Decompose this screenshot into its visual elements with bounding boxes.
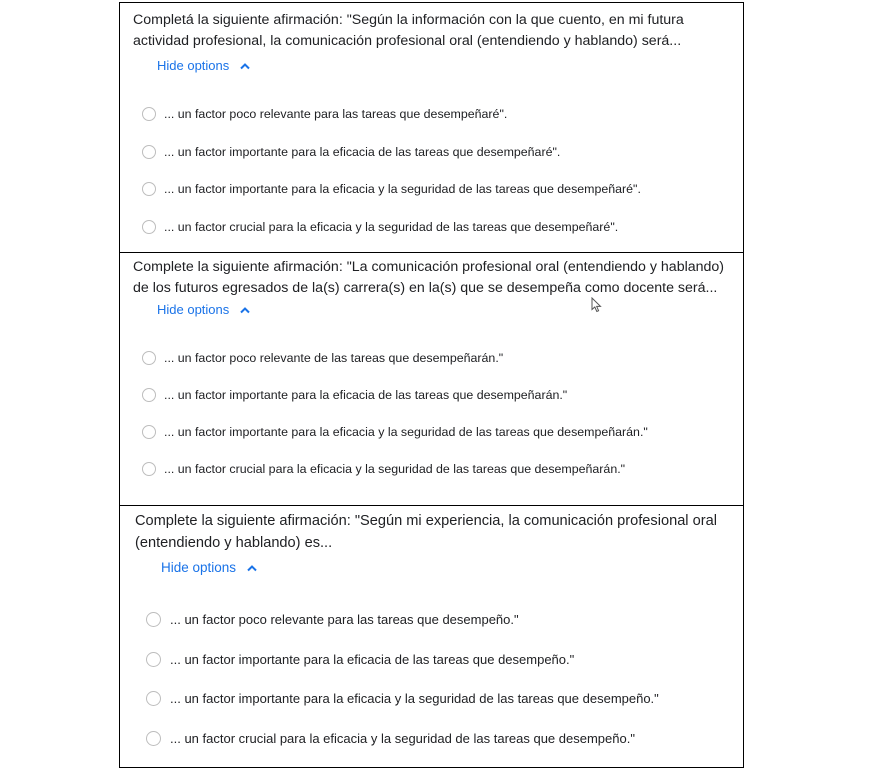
radio-button[interactable] [142, 145, 156, 159]
hide-options-label: Hide options [157, 302, 230, 317]
radio-button[interactable] [146, 731, 161, 746]
chevron-up-icon [239, 61, 251, 71]
hide-options-label: Hide options [161, 560, 237, 575]
hide-options-button[interactable] [157, 58, 251, 73]
option-label: ... un factor importante para la eficacia y la seguridad de las tareas que desempeñaré". [164, 182, 641, 196]
hide-options-button[interactable] [161, 560, 258, 575]
option-label: ... un factor crucial para la eficacia y la seguridad de las tareas que desempeñarán." [164, 462, 626, 476]
option-label: ... un factor importante para la eficacia de las tareas que desempeñaré". [164, 145, 561, 159]
radio-option[interactable] [146, 652, 574, 667]
question-card-1 [120, 3, 743, 252]
option-label: ... un factor crucial para la eficacia y la seguridad de las tareas que desempeñaré". [164, 220, 619, 234]
radio-button[interactable] [146, 652, 161, 667]
chevron-up-icon [246, 563, 258, 573]
radio-option[interactable] [142, 462, 625, 476]
option-label: ... un factor poco relevante para las tareas que desempeñaré". [164, 107, 508, 121]
radio-button[interactable] [142, 351, 156, 365]
question-text: Completá la siguiente afirmación: "Según la información con la que cuento, en mi futura actividad profesional, la comunicación profesional oral (entendiendo y hablando) será... [133, 12, 684, 49]
option-label: ... un factor poco relevante de las tareas que desempeñarán." [164, 351, 504, 365]
radio-button[interactable] [146, 691, 161, 706]
radio-option[interactable] [142, 220, 618, 234]
questions-frame [119, 2, 744, 768]
option-label: ... un factor importante para la eficacia y la seguridad de las tareas que desempeño." [170, 691, 659, 706]
radio-button[interactable] [146, 612, 161, 627]
radio-button[interactable] [142, 388, 156, 402]
radio-option[interactable] [142, 107, 507, 121]
radio-button[interactable] [142, 220, 156, 234]
question-card-2 [120, 252, 743, 505]
question-card-3 [120, 505, 743, 768]
radio-option[interactable] [146, 691, 659, 706]
option-label: ... un factor crucial para la eficacia y la seguridad de las tareas que desempeño." [170, 731, 635, 746]
option-label: ... un factor importante para la eficacia de las tareas que desempeño." [170, 652, 575, 667]
radio-button[interactable] [142, 462, 156, 476]
chevron-up-icon [239, 305, 251, 315]
radio-option[interactable] [142, 182, 641, 196]
question-text: Complete la siguiente afirmación: "Según mi experiencia, la comunicación profesional oral (entendiendo y hablando) es... [135, 513, 717, 551]
radio-button[interactable] [142, 107, 156, 121]
radio-option[interactable] [142, 425, 648, 439]
radio-option[interactable] [146, 731, 635, 746]
radio-option[interactable] [142, 145, 560, 159]
question-text: Complete la siguiente afirmación: "La comunicación profesional oral (entendiendo y hablando) de los futuros egresados de la(s) carrera(s) en la(s) que se desempeña como docente será... [133, 259, 725, 296]
hide-options-label: Hide options [157, 58, 230, 73]
radio-option[interactable] [142, 388, 567, 402]
option-label: ... un factor poco relevante para las tareas que desempeño." [170, 612, 519, 627]
radio-button[interactable] [142, 425, 156, 439]
radio-button[interactable] [142, 182, 156, 196]
option-label: ... un factor importante para la eficacia y la seguridad de las tareas que desempeñarán." [164, 425, 648, 439]
radio-option[interactable] [142, 351, 503, 365]
option-label: ... un factor importante para la eficacia de las tareas que desempeñarán." [164, 388, 568, 402]
hide-options-button[interactable] [157, 302, 251, 317]
radio-option[interactable] [146, 612, 519, 627]
